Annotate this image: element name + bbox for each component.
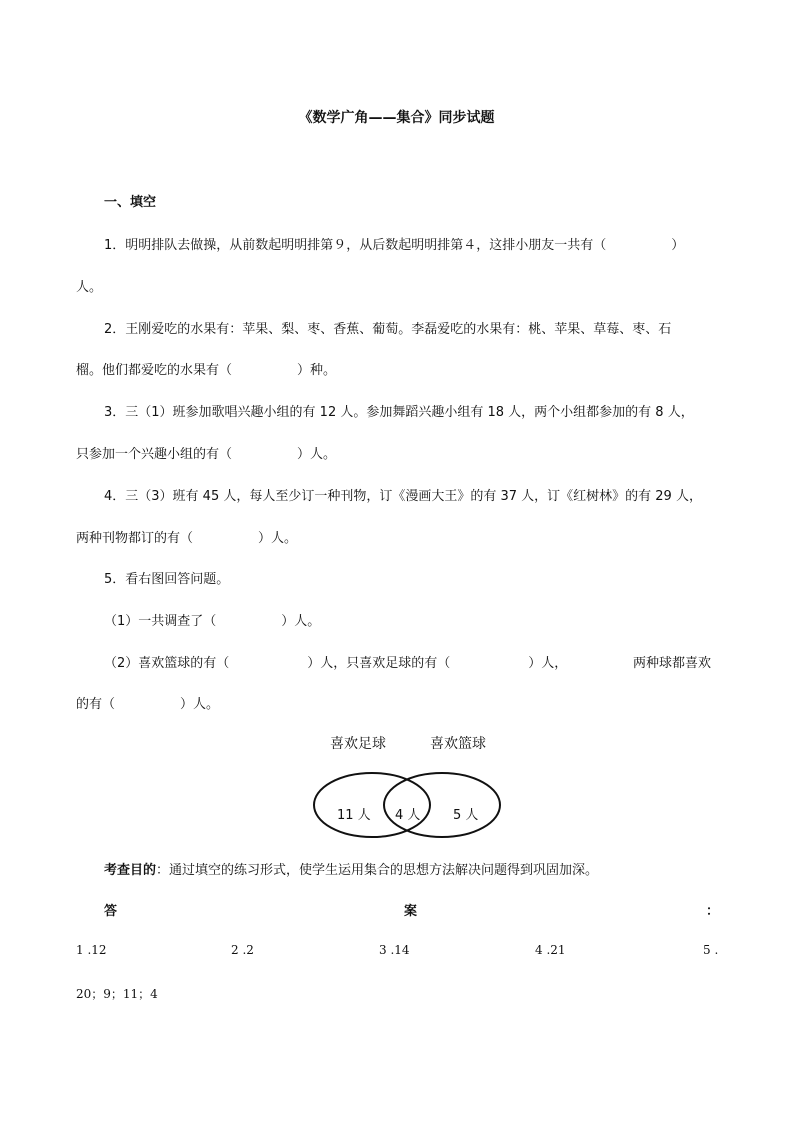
question-4-line-2: 两种刊物都订的有（ ）人。 (76, 531, 298, 546)
answer-heading-1: 答 (104, 904, 118, 919)
objective (104, 859, 598, 878)
answer-heading-2: 案 (404, 904, 418, 919)
question-5-sub-2b: 两种球都喜欢 (633, 656, 712, 671)
question-2-line-2: 榴。他们都爱吃的水果有（ ）种。 (76, 363, 337, 378)
question-1-line-1: 1．明明排队去做操，从前数起明明排第９，从后数起明明排第４，这排小朋友一共有（ ） (104, 238, 685, 253)
answer-5: 5 . (703, 943, 719, 957)
question-3-line-1: 3．三（1）班参加歌唱兴趣小组的有 12 人。参加舞蹈兴趣小组有 18 人，两个小组都参加的有 8 人， (104, 405, 694, 420)
venn-label-basketball: 喜欢篮球 (430, 736, 486, 752)
question-3-line-2: 只参加一个兴趣小组的有（ ）人。 (76, 447, 337, 462)
answer-5-values: 20；9；11；4 (76, 987, 158, 1001)
question-5-line-1: 5．看右图回答问题。 (104, 572, 230, 587)
objective-label: 考查目的 (104, 863, 157, 878)
answer-4: 4 .21 (535, 943, 566, 957)
answer-1: 1 .12 (76, 943, 107, 957)
page-title: 《数学广角——集合》同步试题 (298, 110, 495, 126)
answer-2: 2 .2 (231, 943, 254, 957)
venn-both-value: 4 人 (395, 808, 421, 823)
question-5-sub-2a: （2）喜欢篮球的有（ ）人，只喜欢足球的有（ ）人， (104, 656, 568, 671)
question-4-line-1: 4．三（3）班有 45 人，每人至少订一种刊物，订《漫画大王》的有 37 人，订《红树林》的有 29 人， (104, 489, 702, 504)
objective-text: ：通过填空的练习形式，使学生运用集合的思想方法解决问题得到巩固加深。 (156, 863, 599, 878)
question-5-sub-2c: 的有（ ）人。 (76, 697, 220, 712)
question-1-line-2: 人。 (76, 280, 103, 295)
venn-label-football: 喜欢足球 (330, 736, 386, 752)
answer-heading-3: ： (706, 904, 720, 919)
venn-basketball-only-value: 5 人 (453, 808, 479, 823)
question-5-sub-1: （1）一共调查了（ ）人。 (104, 614, 321, 629)
answer-3: 3 .14 (379, 943, 410, 957)
question-2-line-1: 2．王刚爱吃的水果有：苹果、梨、枣、香蕉、葡萄。李磊爱吃的水果有：桃、苹果、草莓、枣、石 (104, 322, 672, 337)
venn-football-only-value: 11 人 (337, 808, 371, 823)
section-heading: 一、填空 (104, 195, 157, 210)
